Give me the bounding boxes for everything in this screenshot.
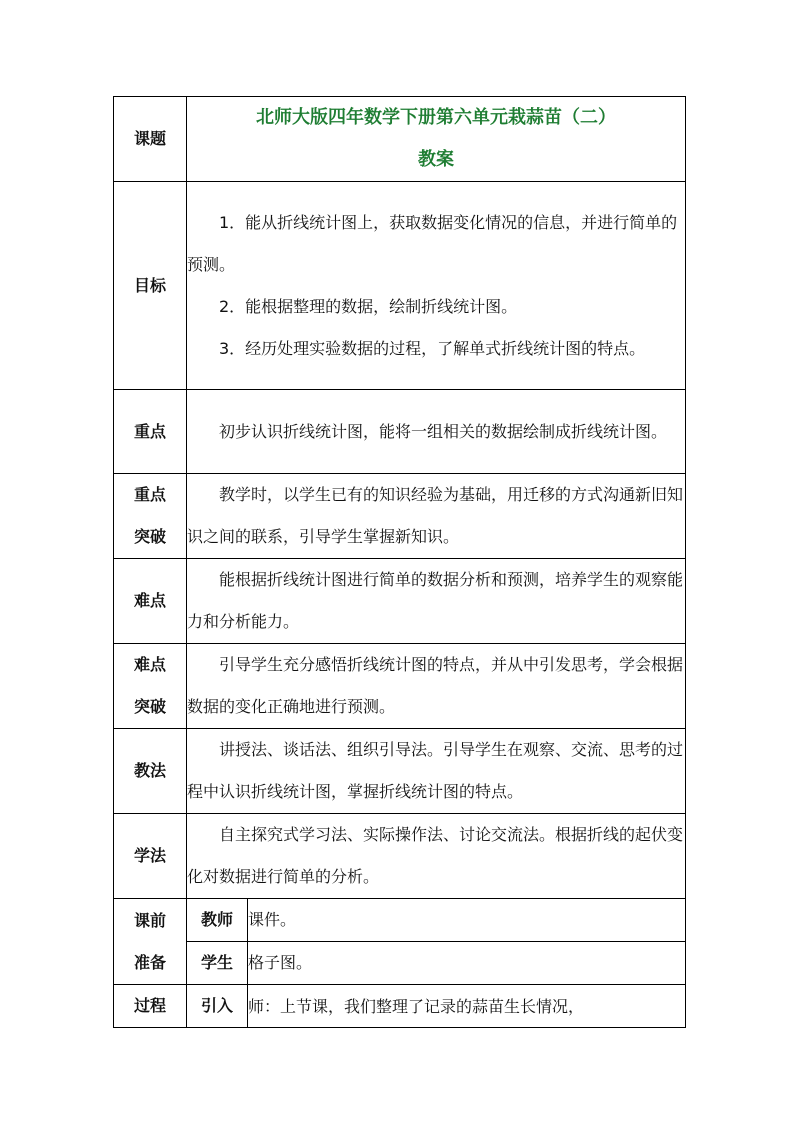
lesson-title-line1: 北师大版四年数学下册第六单元栽蒜苗（二） [256, 107, 616, 128]
label-line: 重点 [133, 485, 166, 504]
row-key-breakthrough [114, 474, 686, 559]
label-line: 准备 [133, 952, 166, 972]
label-learning-method: 学法 [114, 814, 187, 899]
key-breakthrough-content [187, 474, 686, 559]
row-learning-method [114, 814, 686, 899]
label-preparation [114, 899, 187, 985]
label-line: 突破 [133, 527, 166, 546]
difficulty-content [187, 559, 686, 644]
label-difficulty: 难点 [114, 559, 187, 644]
learning-method-text: 自主探究式学习法、实际操作法、讨论交流法。根据折线的起伏变化对数据进行简单的分析。 [187, 825, 684, 886]
lesson-title [187, 97, 686, 182]
difficulty-breakthrough-text: 引导学生充分感悟折线统计图的特点，并从中引发思考，学会根据数据的变化正确地进行预测。 [187, 655, 684, 716]
intro-content [248, 985, 686, 1028]
objective-item: 3．经历处理实验数据的过程，了解单式折线统计图的特点。 [219, 338, 646, 358]
label-line: 突破 [133, 697, 166, 716]
key-breakthrough-text: 教学时，以学生已有的知识经验为基础，用迁移的方式沟通新旧知识之间的联系，引导学生掌握新知识。 [187, 485, 684, 546]
label-key-point: 重点 [114, 390, 187, 474]
row-process [114, 985, 686, 1028]
label-topic: 课题 [114, 97, 187, 182]
row-key-point [114, 390, 686, 474]
label-teacher: 教师 [187, 899, 248, 942]
objective-item: 1．能从折线统计图上，获取数据变化情况的信息，并进行简单的预测。 [187, 212, 678, 274]
key-point-content [187, 390, 686, 474]
difficulty-text: 能根据折线统计图进行简单的数据分析和预测，培养学生的观察能力和分析能力。 [187, 570, 684, 631]
teacher-preparation: 课件。 [248, 899, 686, 942]
difficulty-breakthrough-content [187, 644, 686, 729]
row-difficulty-breakthrough [114, 644, 686, 729]
row-objectives [114, 182, 686, 390]
teaching-method-text: 讲授法、谈话法、组织引导法。引导学生在观察、交流、思考的过程中认识折线统计图，掌握折线统计图的特点。 [187, 740, 684, 801]
teaching-method-content [187, 729, 686, 814]
learning-method-content [187, 814, 686, 899]
row-difficulty [114, 559, 686, 644]
label-key-breakthrough [114, 474, 187, 559]
label-line: 课前 [133, 910, 166, 930]
label-teaching-method: 教法 [114, 729, 187, 814]
objectives-content [187, 182, 686, 390]
row-teaching-method [114, 729, 686, 814]
key-point-text: 初步认识折线统计图，能将一组相关的数据绘制成折线统计图。 [219, 421, 668, 441]
intro-text: 师：上节课，我们整理了记录的蒜苗生长情况， [248, 997, 585, 1016]
lesson-plan-table [113, 96, 686, 1028]
row-preparation-student [114, 942, 686, 985]
student-preparation: 格子图。 [248, 942, 686, 985]
objective-item: 2．能根据整理的数据，绘制折线统计图。 [219, 296, 518, 316]
label-line: 难点 [133, 655, 166, 674]
label-objectives: 目标 [114, 182, 187, 390]
row-topic [114, 97, 686, 182]
row-preparation-teacher [114, 899, 686, 942]
label-intro: 引入 [187, 985, 248, 1028]
label-student: 学生 [187, 942, 248, 985]
label-process: 过程 [114, 985, 187, 1028]
lesson-title-line2: 教案 [418, 149, 454, 170]
label-difficulty-breakthrough [114, 644, 187, 729]
